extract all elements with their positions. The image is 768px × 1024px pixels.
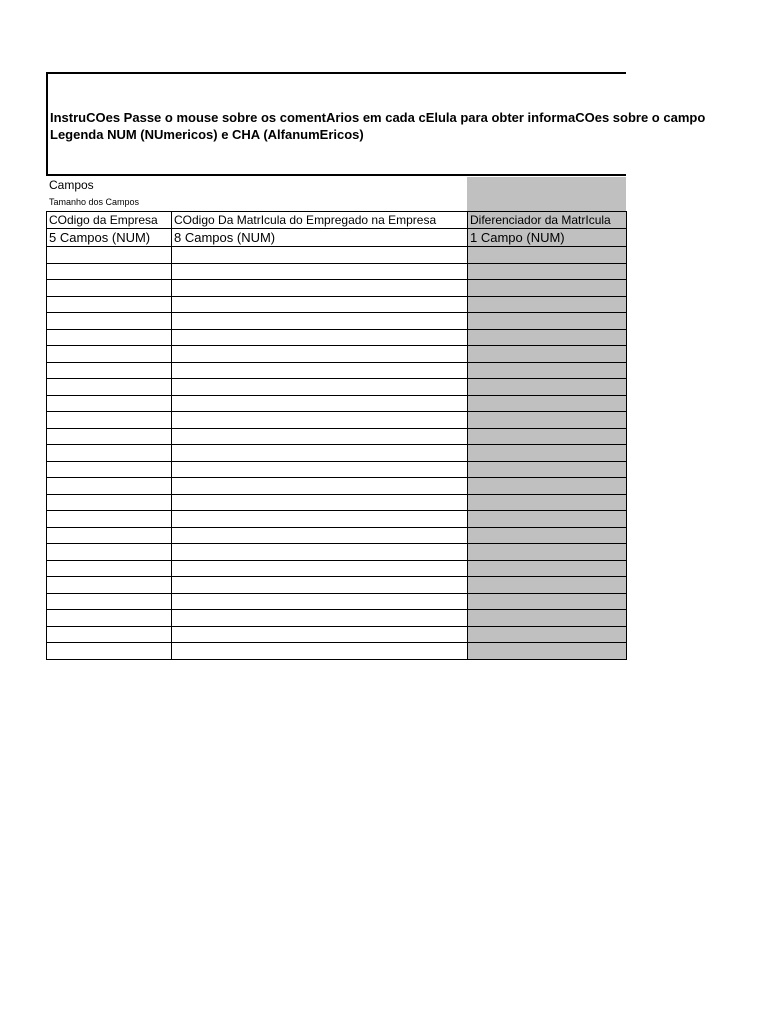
cell-codigo-empresa[interactable]: [47, 560, 172, 577]
cell-codigo-empresa[interactable]: [47, 379, 172, 396]
table-row: [47, 362, 627, 379]
cell-codigo-matricula[interactable]: [172, 379, 468, 396]
cell-codigo-matricula[interactable]: [172, 610, 468, 627]
cell-codigo-empresa[interactable]: [47, 527, 172, 544]
table-row: [47, 280, 627, 297]
table-row: [47, 379, 627, 396]
cell-codigo-matricula[interactable]: [172, 362, 468, 379]
cell-codigo-empresa[interactable]: [47, 280, 172, 297]
grey-column-top: [467, 177, 626, 212]
cell-codigo-matricula[interactable]: [172, 280, 468, 297]
cell-codigo-empresa[interactable]: [47, 626, 172, 643]
header-codigo-empresa[interactable]: COdigo da Empresa: [47, 212, 172, 229]
cell-codigo-matricula[interactable]: [172, 560, 468, 577]
cell-diferenciador[interactable]: [468, 362, 627, 379]
cell-diferenciador[interactable]: [468, 478, 627, 495]
table-row: [47, 511, 627, 528]
table-row: [47, 478, 627, 495]
cell-diferenciador[interactable]: [468, 643, 627, 660]
size-diferenciador[interactable]: 1 Campo (NUM): [468, 229, 627, 247]
cell-codigo-matricula[interactable]: [172, 296, 468, 313]
cell-diferenciador[interactable]: [468, 610, 627, 627]
cell-codigo-empresa[interactable]: [47, 478, 172, 495]
table-row: [47, 313, 627, 330]
cell-codigo-matricula[interactable]: [172, 346, 468, 363]
cell-codigo-empresa[interactable]: [47, 346, 172, 363]
table-row: [47, 527, 627, 544]
size-codigo-empresa[interactable]: 5 Campos (NUM): [47, 229, 172, 247]
cell-diferenciador[interactable]: [468, 395, 627, 412]
cell-codigo-matricula[interactable]: [172, 478, 468, 495]
cell-diferenciador[interactable]: [468, 263, 627, 280]
table-row: [47, 593, 627, 610]
cell-codigo-empresa[interactable]: [47, 362, 172, 379]
campos-label: Campos: [49, 178, 94, 192]
table-row: [47, 610, 627, 627]
cell-codigo-empresa[interactable]: [47, 263, 172, 280]
cell-diferenciador[interactable]: [468, 544, 627, 561]
table-row: [47, 395, 627, 412]
cell-codigo-matricula[interactable]: [172, 313, 468, 330]
table-row: [47, 626, 627, 643]
cell-codigo-empresa[interactable]: [47, 445, 172, 462]
cell-codigo-empresa[interactable]: [47, 577, 172, 594]
table-row: [47, 296, 627, 313]
header-codigo-matricula[interactable]: COdigo Da MatrIcula do Empregado na Empresa: [172, 212, 468, 229]
cell-diferenciador[interactable]: [468, 346, 627, 363]
cell-diferenciador[interactable]: [468, 296, 627, 313]
cell-diferenciador[interactable]: [468, 379, 627, 396]
cell-codigo-matricula[interactable]: [172, 626, 468, 643]
table-row: [47, 577, 627, 594]
cell-codigo-matricula[interactable]: [172, 445, 468, 462]
legend-text: Legenda NUM (NUmericos) e CHA (AlfanumEricos): [50, 127, 364, 142]
cell-codigo-empresa[interactable]: [47, 296, 172, 313]
cell-codigo-empresa[interactable]: [47, 511, 172, 528]
cell-codigo-empresa[interactable]: [47, 395, 172, 412]
cell-codigo-matricula[interactable]: [172, 395, 468, 412]
cell-codigo-empresa[interactable]: [47, 461, 172, 478]
table-row: [47, 494, 627, 511]
cell-codigo-matricula[interactable]: [172, 494, 468, 511]
cell-codigo-empresa[interactable]: [47, 329, 172, 346]
cell-codigo-empresa[interactable]: [47, 313, 172, 330]
cell-codigo-matricula[interactable]: [172, 247, 468, 264]
cell-codigo-empresa[interactable]: [47, 593, 172, 610]
cell-codigo-matricula[interactable]: [172, 412, 468, 429]
table-row: [47, 445, 627, 462]
cell-diferenciador[interactable]: [468, 329, 627, 346]
table-row: [47, 643, 627, 660]
cell-diferenciador[interactable]: [468, 247, 627, 264]
cell-codigo-matricula[interactable]: [172, 428, 468, 445]
cell-codigo-empresa[interactable]: [47, 643, 172, 660]
cell-diferenciador[interactable]: [468, 527, 627, 544]
cell-codigo-empresa[interactable]: [47, 610, 172, 627]
cell-codigo-matricula[interactable]: [172, 511, 468, 528]
sizes-row: [47, 229, 627, 247]
table-row: [47, 263, 627, 280]
table-row: [47, 329, 627, 346]
instructions-text: InstruCOes Passe o mouse sobre os comentArios em cada cElula para obter informaCOes sobre o campo: [50, 110, 706, 125]
cell-codigo-matricula[interactable]: [172, 577, 468, 594]
cell-codigo-empresa[interactable]: [47, 247, 172, 264]
cell-codigo-empresa[interactable]: [47, 412, 172, 429]
cell-diferenciador[interactable]: [468, 511, 627, 528]
cell-diferenciador[interactable]: [468, 445, 627, 462]
cell-codigo-matricula[interactable]: [172, 527, 468, 544]
table-row: [47, 544, 627, 561]
instructions-box: [46, 72, 706, 176]
table-row: [47, 412, 627, 429]
cell-diferenciador[interactable]: [468, 494, 627, 511]
tamanho-label: Tamanho dos Campos: [49, 197, 140, 207]
table-row: [47, 461, 627, 478]
table-row: [47, 247, 627, 264]
cell-codigo-matricula[interactable]: [172, 544, 468, 561]
cell-diferenciador[interactable]: [468, 412, 627, 429]
header-diferenciador[interactable]: Diferenciador da MatrIcula: [468, 212, 627, 229]
cell-diferenciador[interactable]: [468, 428, 627, 445]
cell-diferenciador[interactable]: [468, 461, 627, 478]
cell-codigo-matricula[interactable]: [172, 593, 468, 610]
cell-diferenciador[interactable]: [468, 593, 627, 610]
fields-table: [46, 211, 627, 660]
table-row: [47, 560, 627, 577]
cell-diferenciador[interactable]: [468, 313, 627, 330]
table-row: [47, 346, 627, 363]
cell-diferenciador[interactable]: [468, 560, 627, 577]
cell-diferenciador[interactable]: [468, 626, 627, 643]
header-row: [47, 212, 627, 229]
cell-codigo-matricula[interactable]: [172, 461, 468, 478]
cell-codigo-empresa[interactable]: [47, 494, 172, 511]
size-codigo-matricula[interactable]: 8 Campos (NUM): [172, 229, 468, 247]
cell-codigo-matricula[interactable]: [172, 643, 468, 660]
table-row: [47, 428, 627, 445]
cell-codigo-matricula[interactable]: [172, 329, 468, 346]
cell-diferenciador[interactable]: [468, 577, 627, 594]
cell-codigo-empresa[interactable]: [47, 544, 172, 561]
cell-codigo-empresa[interactable]: [47, 428, 172, 445]
cell-diferenciador[interactable]: [468, 280, 627, 297]
cell-codigo-matricula[interactable]: [172, 263, 468, 280]
